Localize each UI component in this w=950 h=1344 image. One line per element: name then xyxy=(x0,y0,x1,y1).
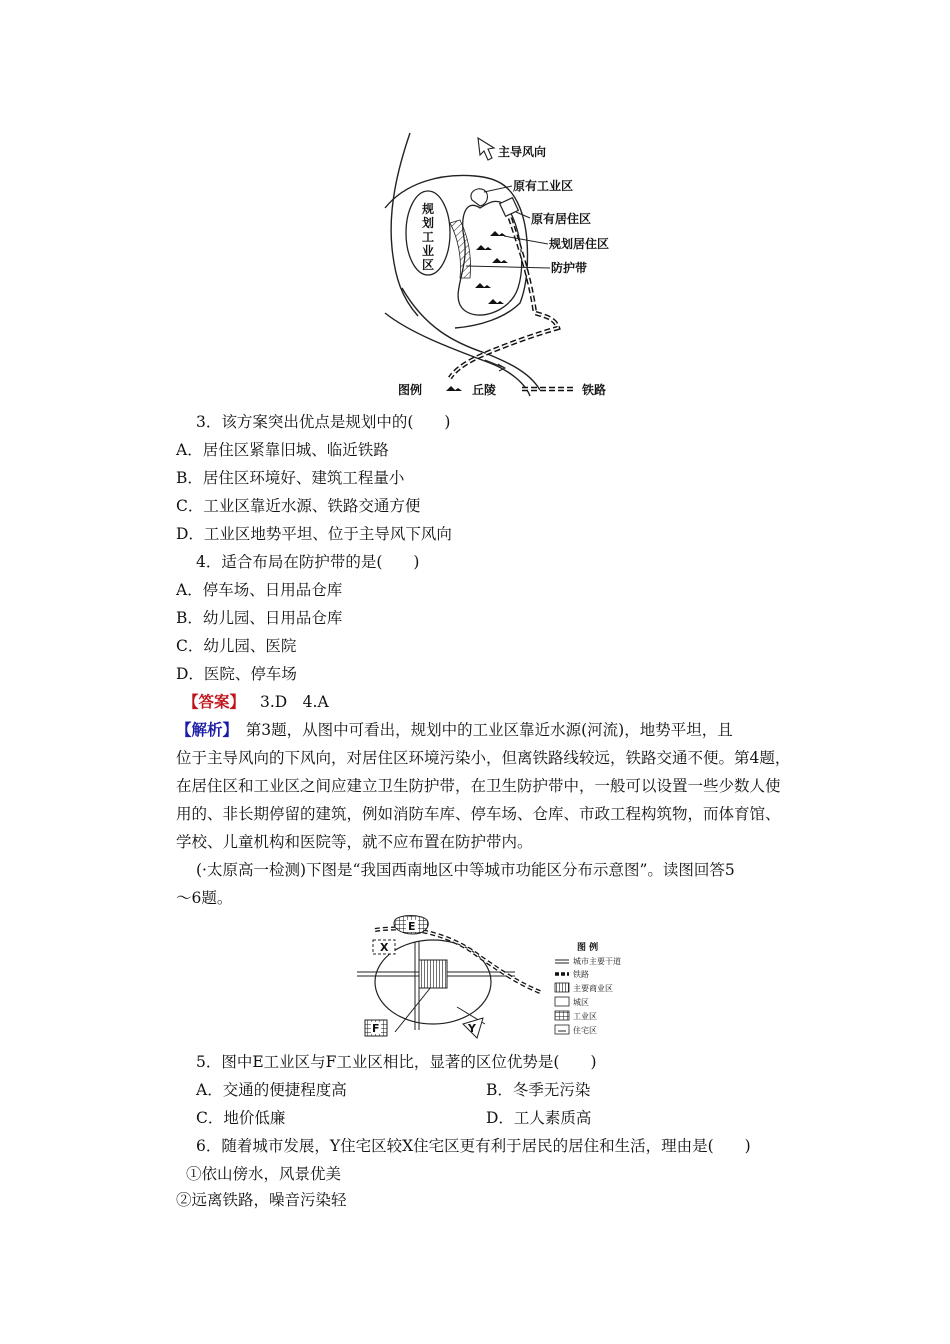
label-e: E xyxy=(408,920,416,933)
legend-commercial-label: 主要商业区 xyxy=(573,984,613,993)
legend-industry-icon xyxy=(555,1011,569,1020)
intro-line-2: ～6题。 xyxy=(176,889,233,907)
analysis-text: 第3题，从图中可看出，规划中的工业区靠近水源(河流)，地势平坦，且 xyxy=(230,721,733,739)
planned-industry-char: 规 xyxy=(422,202,435,216)
q5-stem: 5．图中E工业区与F工业区相比，显著的区位优势是( ) xyxy=(196,1053,597,1071)
analysis-line-1 xyxy=(176,720,733,740)
q4-option-c[interactable]: C．幼儿园、医院 xyxy=(176,637,297,655)
planned-industry-char: 业 xyxy=(422,244,435,258)
analysis-line-2: 位于主导风向的下风向，对居住区环境污染小，但离铁路线较远，铁路交通不便。第4题， xyxy=(176,749,791,767)
q4-option-b[interactable]: B．幼儿园、日用品仓库 xyxy=(176,609,343,627)
railway-line xyxy=(375,929,540,992)
legend-hill-label: 丘陵 xyxy=(472,383,497,397)
q4-option-d[interactable]: D．医院、停车场 xyxy=(176,665,297,683)
legend-road-label: 城市主要干道 xyxy=(573,957,621,966)
legend-hill-icon xyxy=(446,386,462,391)
legend-title: 图例 xyxy=(398,383,423,397)
q3-option-b[interactable]: B．居住区环境好、建筑工程量小 xyxy=(176,469,405,487)
legend-residential-label: 住宅区 xyxy=(573,1026,597,1035)
q4-option-a[interactable]: A．停车场、日用品仓库 xyxy=(176,581,343,599)
analysis-tag: 【解析】 xyxy=(176,720,231,739)
q5-option-d[interactable]: D．工人素质高 xyxy=(486,1109,592,1127)
q3-option-c[interactable]: C．工业区靠近水源、铁路交通方便 xyxy=(176,497,421,515)
legend-city-label: 城区 xyxy=(573,998,589,1007)
q6-item-1: ①依山傍水，风景优美 xyxy=(186,1165,342,1183)
answer-row xyxy=(183,692,329,712)
q6-item-2: ②远离铁路，噪音污染轻 xyxy=(176,1191,347,1209)
hill-symbols xyxy=(475,231,508,304)
old-residential-area xyxy=(500,198,519,217)
legend-title: 图 例 xyxy=(577,943,599,953)
q3-option-a[interactable]: A．居住区紧靠旧城、临近铁路 xyxy=(176,441,389,459)
legend-commercial-icon xyxy=(555,983,569,992)
wind-direction-label: 主导风向 xyxy=(498,145,547,159)
planned-industry-char: 划 xyxy=(422,216,435,230)
answer-text: 3.D 4.A xyxy=(259,693,329,711)
main-road xyxy=(395,987,431,1032)
intro-line-1: (·太原高一检测)下图是“我国西南地区中等城市功能区分布示意图”。读图回答5 xyxy=(196,861,735,879)
planned-industry-char: 区 xyxy=(422,258,435,272)
q5-option-b[interactable]: B．冬季无污染 xyxy=(486,1081,591,1099)
planned-industry-char: 工 xyxy=(422,230,435,244)
legend-city-icon xyxy=(555,997,569,1006)
legend-industry-label: 工业区 xyxy=(573,1012,597,1021)
answer-tag: 【答案】 xyxy=(183,692,246,711)
wind-direction-arrow xyxy=(478,138,494,160)
protection-belt-hatch xyxy=(450,220,471,278)
planning-map-figure xyxy=(380,128,630,400)
protection-belt-label: 防护带 xyxy=(551,261,588,275)
planned-residential-label: 规划居住区 xyxy=(549,237,610,251)
q5-option-a[interactable]: A．交通的便捷程度高 xyxy=(196,1081,347,1099)
q6-stem: 6．随着城市发展，Y住宅区较X住宅区更有利于居民的居住和生活，理由是( ) xyxy=(196,1137,751,1155)
legend-residential-icon xyxy=(555,1025,569,1034)
q5-option-c[interactable]: C．地价低廉 xyxy=(196,1109,286,1127)
old-industrial-label: 原有工业区 xyxy=(513,179,574,193)
old-residential-label: 原有居住区 xyxy=(531,212,592,226)
analysis-line-3: 在居住区和工业区之间应建立卫生防护带，在卫生防护带中，一般可以设置一些少数人使 xyxy=(176,777,781,795)
q3-option-d[interactable]: D．工业区地势平坦、位于主导风下风向 xyxy=(176,525,452,543)
legend-railway-label: 铁路 xyxy=(582,383,607,397)
land-boundary xyxy=(391,133,418,316)
label-y: Y xyxy=(468,1022,476,1035)
legend-railway-label: 铁路 xyxy=(573,970,589,979)
analysis-line-5: 学校、儿童机构和医院等，就不应布置在防护带内。 xyxy=(176,833,533,851)
q4-stem: 4．适合布局在防护带的是( ) xyxy=(196,553,420,571)
label-f: F xyxy=(372,1022,380,1035)
q3-stem: 3．该方案突出优点是规划中的( ) xyxy=(196,413,451,431)
city-zones-figure xyxy=(355,912,640,1042)
analysis-line-4: 用的、非长期停留的建筑，例如消防车库、停车场、仓库、市政工程构筑物，而体育馆、 xyxy=(176,805,781,823)
main-commercial-area xyxy=(419,960,447,988)
label-x: X xyxy=(380,941,389,954)
